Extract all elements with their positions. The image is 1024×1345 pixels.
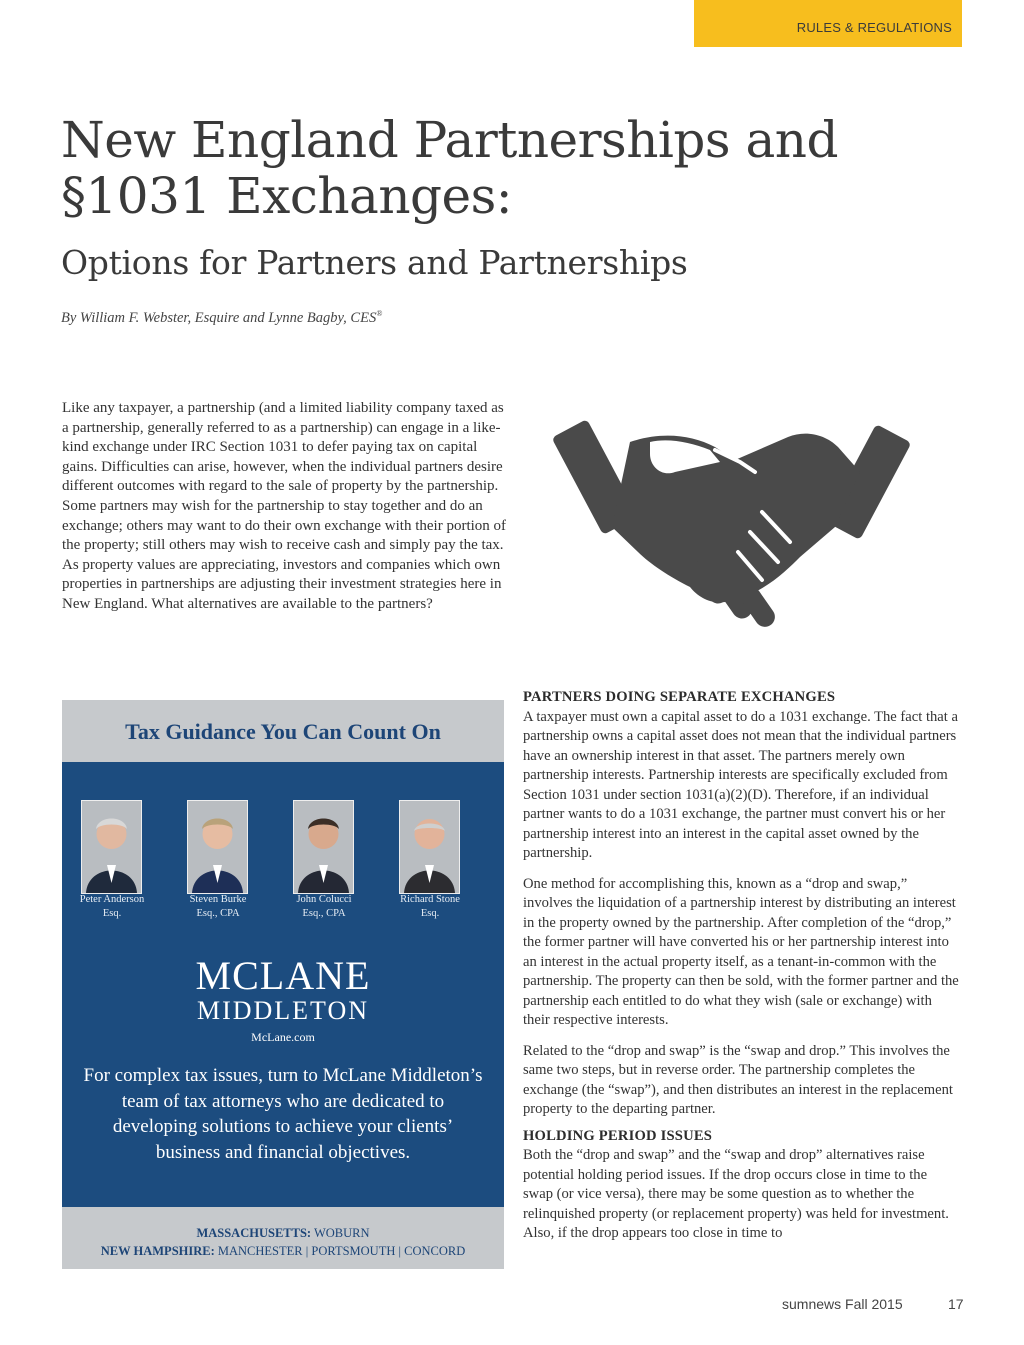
body-paragraph: A taxpayer must own a capital asset to do a 1031 exchange. The fact that a partnership owns a capital asset does not mean that the individual partners have an ownership interest in that asset. The partners merely own partnership interests. Partnership interests are specifically excluded from Section 1031 under section 1031(a)(2)(D). Therefore, if an individual partner wants to do a 1031 exchange, the partner must convert his or her partnership interest into an interest in the capital asset owned by the partnership. — [523, 708, 958, 861]
firm-website[interactable]: McLane.com — [251, 1030, 315, 1044]
attorney-name: Steven Burke Esq., CPA — [189, 894, 247, 919]
section-heading: HOLDING PERIOD ISSUES — [523, 1127, 713, 1144]
registered-mark: ® — [376, 309, 383, 318]
title-line-1: New England Partnerships and — [61, 111, 838, 169]
firm-logo-line-1: MCLANE — [195, 953, 371, 998]
article-column — [523, 688, 959, 1255]
firm-logo-line-2: MIDDLETON — [196, 996, 370, 1025]
article-title — [61, 112, 881, 224]
locations-new-hampshire: NEW HAMPSHIRE: MANCHESTER | PORTSMOUTH | CONCORD — [100, 1244, 466, 1258]
portrait-photo — [81, 800, 142, 894]
section-tag — [694, 0, 962, 47]
handshake-icon — [550, 392, 920, 632]
portrait-photo — [399, 800, 460, 894]
mclane-middleton-ad — [62, 700, 504, 1269]
intro-paragraph: Like any taxpayer, a partnership (and a limited liability company taxed as a partnership, generally referred to as a partnership) can engage in a like-kind exchange under IRC Section 1031 to defer paying tax on capital gains. Difficulties can arise, however, when the individual partners desire different outcomes with regard to the sale of property by the partnership. Some partners may wish for the partnership to stay together and do an exchange; others may want to do their own exchange with their portion of the property; still others may wish to receive cash and simply pay the tax. As property values are appreciating, investors and companies which own properties in partnerships are adjusting their investment strategies here in New England. What alternatives are available to the partners? — [62, 400, 507, 612]
locations-massachusetts: MASSACHUSETTS: WOBURN — [196, 1226, 370, 1240]
ad-header-band — [62, 700, 504, 762]
section-heading: PARTNERS DOING SEPARATE EXCHANGES — [523, 689, 836, 705]
page-number: 17 — [948, 1296, 964, 1312]
body-paragraph: One method for accomplishing this, known as a “drop and swap,” involves the liquidation of a partnership interest by distributing an interest in the property owned by the partnership. After completion of the “drop,” the former partner will have converted his or her partnership interest into an interest in the actual property itself, as a tenant-in-common with the partnership. The property can then be sold, with the former partner and the partnership each entitled to do what they wish (sale or exchange) with their respective interests. — [523, 875, 959, 1028]
attorney-name: John Colucci Esq., CPA — [296, 894, 352, 919]
ad-locations-band — [62, 1207, 504, 1269]
portrait-photo — [187, 800, 248, 894]
footer-publication: sumnews Fall 2015 — [782, 1296, 903, 1312]
attorney-name: Richard Stone Esq. — [400, 894, 460, 919]
section-tag-label: RULES & REGULATIONS — [796, 20, 952, 35]
byline — [61, 309, 382, 327]
byline-text: By William F. Webster, Esquire and Lynne Bagby, CES — [61, 309, 377, 326]
body-paragraph: Both the “drop and swap” and the “swap and drop” alternatives raise potential holding period issues. If the drop occurs close in time to the swap (or vice versa), there may be some question as to whether the relinquished property (or replacement property) was held for investment. Also, if the drop appears too close in time to — [523, 1147, 949, 1241]
article-subtitle: Options for Partners and Partnerships — [61, 243, 688, 282]
title-line-2: §1031 Exchanges: — [61, 167, 513, 225]
body-paragraph: Related to the “drop and swap” is the “swap and drop.” This involves the same two steps, but in reverse order. The partnership completes the exchange (the “swap”), and then distributes an interest in the replacement property to the departing partner. — [523, 1042, 953, 1117]
attorney-name: Peter Anderson Esq. — [79, 894, 145, 919]
ad-body-text: For complex tax issues, turn to McLane Middleton’s team of tax attorneys who are dedicated to developing solutions to achieve your clients’ business and financial objectives. — [83, 1065, 483, 1163]
portrait-photo — [293, 800, 354, 894]
ad-headline: Tax Guidance You Can Count On — [125, 719, 441, 744]
